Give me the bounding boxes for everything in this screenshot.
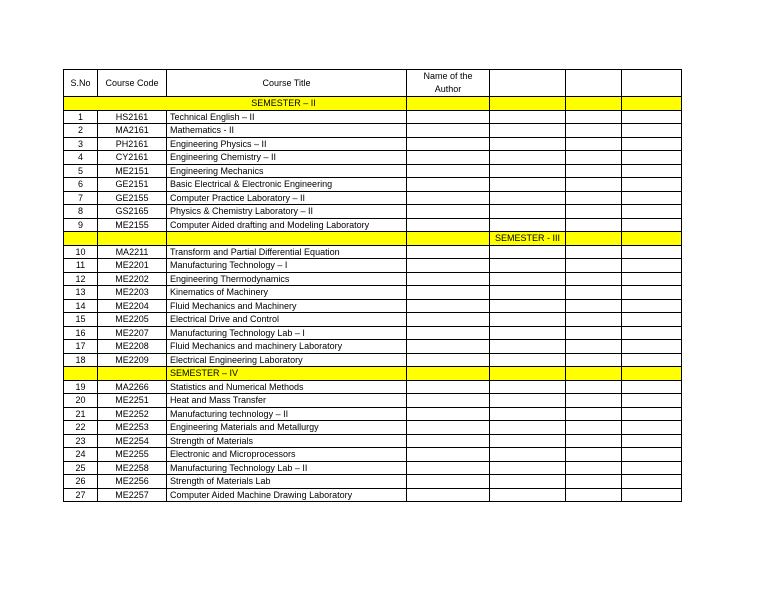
table-row xyxy=(64,259,682,273)
empty-cell xyxy=(566,245,622,259)
empty-cell xyxy=(490,407,566,421)
course-code: GS2165 xyxy=(98,205,167,219)
table-row xyxy=(64,205,682,219)
course-code: ME2202 xyxy=(98,272,167,286)
serial-number: 19 xyxy=(64,380,98,394)
empty-cell xyxy=(622,448,682,462)
blank-header-2 xyxy=(566,70,622,97)
code-header: Course Code xyxy=(98,70,167,97)
empty-cell xyxy=(407,272,490,286)
empty-cell xyxy=(490,380,566,394)
empty-cell xyxy=(490,205,566,219)
empty-cell xyxy=(566,488,622,502)
semester-2-label: SEMESTER – II xyxy=(64,97,407,111)
empty-cell xyxy=(407,461,490,475)
empty-cell xyxy=(622,286,682,300)
course-title: Manufacturing Technology Lab – II xyxy=(167,461,407,475)
course-code: ME2252 xyxy=(98,407,167,421)
table-row xyxy=(64,245,682,259)
empty-cell xyxy=(622,205,682,219)
empty-cell xyxy=(407,299,490,313)
empty-cell xyxy=(566,475,622,489)
empty-cell xyxy=(566,380,622,394)
empty-cell xyxy=(622,110,682,124)
empty-cell xyxy=(566,205,622,219)
course-title: Mathematics - II xyxy=(167,124,407,138)
course-code: ME2257 xyxy=(98,488,167,502)
serial-number: 21 xyxy=(64,407,98,421)
empty-cell xyxy=(566,110,622,124)
serial-number: 6 xyxy=(64,178,98,192)
header-row xyxy=(64,70,682,97)
empty-cell xyxy=(566,124,622,138)
serial-number: 24 xyxy=(64,448,98,462)
empty-cell xyxy=(490,218,566,232)
empty-cell xyxy=(490,272,566,286)
course-title: Transform and Partial Differential Equation xyxy=(167,245,407,259)
empty-cell xyxy=(566,151,622,165)
blank-header-1 xyxy=(490,70,566,97)
serial-number: 7 xyxy=(64,191,98,205)
serial-number: 17 xyxy=(64,340,98,354)
empty-cell xyxy=(622,475,682,489)
semester-4-cell xyxy=(64,367,98,381)
empty-cell xyxy=(622,326,682,340)
empty-cell xyxy=(622,488,682,502)
empty-cell xyxy=(566,461,622,475)
course-code: ME2204 xyxy=(98,299,167,313)
empty-cell xyxy=(490,313,566,327)
empty-cell xyxy=(566,434,622,448)
course-code: HS2161 xyxy=(98,110,167,124)
course-code: ME2208 xyxy=(98,340,167,354)
empty-cell xyxy=(622,245,682,259)
empty-cell xyxy=(622,421,682,435)
serial-number: 23 xyxy=(64,434,98,448)
empty-cell xyxy=(490,137,566,151)
empty-cell xyxy=(490,286,566,300)
semester-4-cell xyxy=(407,367,490,381)
course-title: Manufacturing Technology – I xyxy=(167,259,407,273)
table-row xyxy=(64,448,682,462)
semester-4-cell xyxy=(566,367,622,381)
serial-number: 16 xyxy=(64,326,98,340)
title-header: Course Title xyxy=(167,70,407,97)
empty-cell xyxy=(407,313,490,327)
course-code: PH2161 xyxy=(98,137,167,151)
serial-number: 9 xyxy=(64,218,98,232)
course-title: Engineering Thermodynamics xyxy=(167,272,407,286)
course-code: ME2258 xyxy=(98,461,167,475)
empty-cell xyxy=(407,353,490,367)
empty-cell xyxy=(490,326,566,340)
blank-header-3 xyxy=(622,70,682,97)
table-row xyxy=(64,488,682,502)
table-row xyxy=(64,434,682,448)
course-title: Engineering Physics – II xyxy=(167,137,407,151)
table-row xyxy=(64,164,682,178)
empty-cell xyxy=(490,124,566,138)
empty-cell xyxy=(490,110,566,124)
empty-cell xyxy=(407,191,490,205)
semester-3-cell xyxy=(407,232,490,246)
semester-3-cell xyxy=(167,232,407,246)
course-code: GE2155 xyxy=(98,191,167,205)
serial-number: 26 xyxy=(64,475,98,489)
empty-cell xyxy=(407,421,490,435)
course-code: ME2151 xyxy=(98,164,167,178)
empty-cell xyxy=(407,218,490,232)
semester-2-cell xyxy=(622,97,682,111)
empty-cell xyxy=(490,488,566,502)
empty-cell xyxy=(622,340,682,354)
empty-cell xyxy=(407,286,490,300)
course-title: Strength of Materials xyxy=(167,434,407,448)
empty-cell xyxy=(490,191,566,205)
course-code: GE2151 xyxy=(98,178,167,192)
semester-4-cell xyxy=(622,367,682,381)
course-code: MA2161 xyxy=(98,124,167,138)
empty-cell xyxy=(490,178,566,192)
empty-cell xyxy=(407,164,490,178)
course-code: ME2255 xyxy=(98,448,167,462)
course-title: Technical English – II xyxy=(167,110,407,124)
empty-cell xyxy=(622,299,682,313)
empty-cell xyxy=(407,326,490,340)
course-table xyxy=(63,69,682,502)
empty-cell xyxy=(566,259,622,273)
empty-cell xyxy=(407,407,490,421)
serial-number: 2 xyxy=(64,124,98,138)
course-title: Engineering Materials and Metallurgy xyxy=(167,421,407,435)
empty-cell xyxy=(407,124,490,138)
empty-cell xyxy=(490,299,566,313)
serial-number: 20 xyxy=(64,394,98,408)
table-row xyxy=(64,178,682,192)
table-row xyxy=(64,421,682,435)
empty-cell xyxy=(490,353,566,367)
empty-cell xyxy=(407,448,490,462)
empty-cell xyxy=(490,259,566,273)
empty-cell xyxy=(622,124,682,138)
serial-number: 27 xyxy=(64,488,98,502)
course-code: ME2209 xyxy=(98,353,167,367)
empty-cell xyxy=(490,448,566,462)
course-code: CY2161 xyxy=(98,151,167,165)
serial-number: 8 xyxy=(64,205,98,219)
table-row xyxy=(64,380,682,394)
semester-3-cell xyxy=(98,232,167,246)
empty-cell xyxy=(566,421,622,435)
table-row xyxy=(64,326,682,340)
course-title: Computer Aided drafting and Modeling Laboratory xyxy=(167,218,407,232)
serial-number: 5 xyxy=(64,164,98,178)
course-title: Engineering Mechanics xyxy=(167,164,407,178)
table-row xyxy=(64,394,682,408)
course-code: ME2201 xyxy=(98,259,167,273)
course-title: Computer Practice Laboratory – II xyxy=(167,191,407,205)
table-row xyxy=(64,286,682,300)
course-title: Kinematics of Machinery xyxy=(167,286,407,300)
serial-number: 13 xyxy=(64,286,98,300)
empty-cell xyxy=(407,245,490,259)
semester-2-cell xyxy=(490,97,566,111)
table-row xyxy=(64,461,682,475)
course-code: ME2251 xyxy=(98,394,167,408)
empty-cell xyxy=(407,475,490,489)
semester-4-label: SEMESTER – IV xyxy=(167,367,407,381)
course-title: Electrical Engineering Laboratory xyxy=(167,353,407,367)
semester-3-row xyxy=(64,232,682,246)
serial-number: 10 xyxy=(64,245,98,259)
empty-cell xyxy=(490,434,566,448)
course-code: ME2256 xyxy=(98,475,167,489)
table-row xyxy=(64,151,682,165)
empty-cell xyxy=(622,191,682,205)
course-title: Manufacturing Technology Lab – I xyxy=(167,326,407,340)
empty-cell xyxy=(622,164,682,178)
table-row xyxy=(64,353,682,367)
empty-cell xyxy=(622,218,682,232)
course-title: Electrical Drive and Control xyxy=(167,313,407,327)
empty-cell xyxy=(622,461,682,475)
semester-4-cell xyxy=(98,367,167,381)
course-title: Statistics and Numerical Methods xyxy=(167,380,407,394)
serial-number: 18 xyxy=(64,353,98,367)
empty-cell xyxy=(407,380,490,394)
course-title: Engineering Chemistry – II xyxy=(167,151,407,165)
table-row xyxy=(64,313,682,327)
table-row xyxy=(64,475,682,489)
serial-number: 1 xyxy=(64,110,98,124)
course-title: Heat and Mass Transfer xyxy=(167,394,407,408)
serial-number: 22 xyxy=(64,421,98,435)
semester-3-cell xyxy=(566,232,622,246)
empty-cell xyxy=(566,191,622,205)
empty-cell xyxy=(566,286,622,300)
empty-cell xyxy=(566,340,622,354)
course-title: Strength of Materials Lab xyxy=(167,475,407,489)
course-title: Physics & Chemistry Laboratory – II xyxy=(167,205,407,219)
serial-number: 4 xyxy=(64,151,98,165)
empty-cell xyxy=(566,218,622,232)
serial-number: 3 xyxy=(64,137,98,151)
empty-cell xyxy=(490,394,566,408)
empty-cell xyxy=(622,380,682,394)
empty-cell xyxy=(566,407,622,421)
table-row xyxy=(64,218,682,232)
course-code: ME2155 xyxy=(98,218,167,232)
empty-cell xyxy=(566,178,622,192)
course-code: MA2211 xyxy=(98,245,167,259)
empty-cell xyxy=(407,205,490,219)
empty-cell xyxy=(622,259,682,273)
empty-cell xyxy=(622,178,682,192)
semester-2-row xyxy=(64,97,682,111)
course-title: Fluid Mechanics and machinery Laboratory xyxy=(167,340,407,354)
semester-3-cell xyxy=(64,232,98,246)
empty-cell xyxy=(490,340,566,354)
course-code: ME2254 xyxy=(98,434,167,448)
empty-cell xyxy=(622,394,682,408)
empty-cell xyxy=(490,421,566,435)
serial-number: 25 xyxy=(64,461,98,475)
table-row xyxy=(64,110,682,124)
empty-cell xyxy=(622,407,682,421)
empty-cell xyxy=(566,353,622,367)
course-code: MA2266 xyxy=(98,380,167,394)
empty-cell xyxy=(566,326,622,340)
empty-cell xyxy=(566,164,622,178)
empty-cell xyxy=(622,272,682,286)
empty-cell xyxy=(490,164,566,178)
empty-cell xyxy=(490,461,566,475)
course-code: ME2253 xyxy=(98,421,167,435)
author-header: Name of the Author xyxy=(407,70,490,97)
empty-cell xyxy=(566,299,622,313)
table-row xyxy=(64,407,682,421)
empty-cell xyxy=(490,475,566,489)
course-title: Computer Aided Machine Drawing Laboratory xyxy=(167,488,407,502)
table-row xyxy=(64,272,682,286)
course-title: Manufacturing technology – II xyxy=(167,407,407,421)
empty-cell xyxy=(622,353,682,367)
semester-4-cell xyxy=(490,367,566,381)
table-row xyxy=(64,299,682,313)
empty-cell xyxy=(622,313,682,327)
course-code: ME2207 xyxy=(98,326,167,340)
empty-cell xyxy=(566,137,622,151)
empty-cell xyxy=(407,434,490,448)
empty-cell xyxy=(407,394,490,408)
sno-header: S.No xyxy=(64,70,98,97)
course-code: ME2205 xyxy=(98,313,167,327)
course-title: Basic Electrical & Electronic Engineering xyxy=(167,178,407,192)
empty-cell xyxy=(622,151,682,165)
empty-cell xyxy=(407,151,490,165)
serial-number: 12 xyxy=(64,272,98,286)
semester-2-cell xyxy=(566,97,622,111)
table-row xyxy=(64,191,682,205)
empty-cell xyxy=(622,137,682,151)
semester-2-cell xyxy=(407,97,490,111)
empty-cell xyxy=(566,313,622,327)
empty-cell xyxy=(622,434,682,448)
course-title: Electronic and Microprocessors xyxy=(167,448,407,462)
empty-cell xyxy=(407,340,490,354)
empty-cell xyxy=(407,110,490,124)
empty-cell xyxy=(407,137,490,151)
empty-cell xyxy=(407,259,490,273)
serial-number: 14 xyxy=(64,299,98,313)
semester-4-row xyxy=(64,367,682,381)
table-row xyxy=(64,124,682,138)
empty-cell xyxy=(566,448,622,462)
empty-cell xyxy=(407,178,490,192)
empty-cell xyxy=(490,245,566,259)
empty-cell xyxy=(490,151,566,165)
course-code: ME2203 xyxy=(98,286,167,300)
empty-cell xyxy=(407,488,490,502)
serial-number: 15 xyxy=(64,313,98,327)
empty-cell xyxy=(566,394,622,408)
table-row xyxy=(64,137,682,151)
course-title: Fluid Mechanics and Machinery xyxy=(167,299,407,313)
empty-cell xyxy=(566,272,622,286)
serial-number: 11 xyxy=(64,259,98,273)
table-row xyxy=(64,340,682,354)
semester-3-cell xyxy=(622,232,682,246)
semester-3-label: SEMESTER - III xyxy=(490,232,566,246)
